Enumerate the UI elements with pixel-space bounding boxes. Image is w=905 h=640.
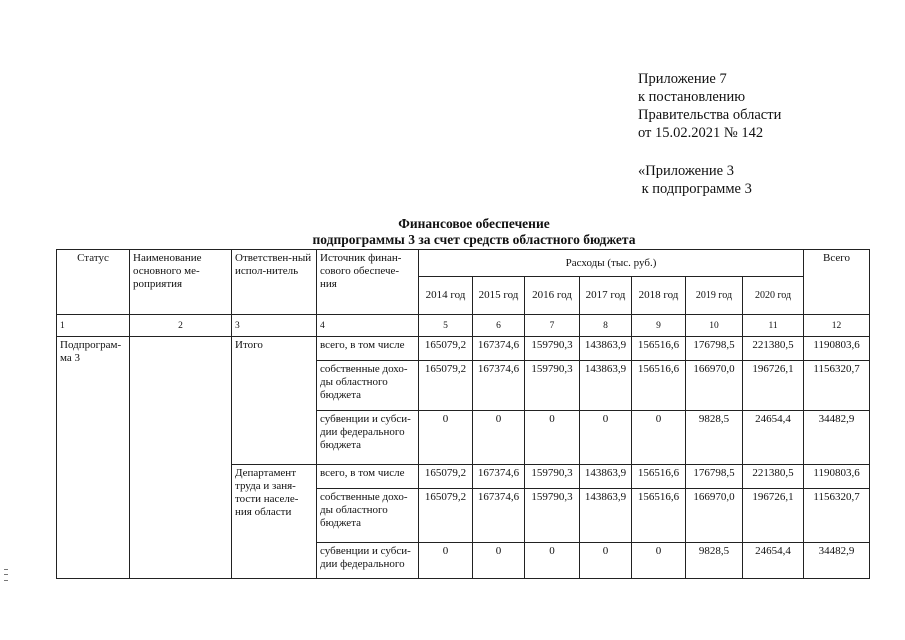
value-cell: 0 (580, 543, 632, 579)
source-cell: всего, в том числе (317, 465, 419, 489)
value-cell: 159790,3 (525, 489, 580, 543)
col-number: 10 (686, 315, 743, 337)
value-cell: 156516,6 (632, 489, 686, 543)
header-source: Источник финан-сового обеспече-ния (317, 250, 419, 315)
col-number: 2 (130, 315, 232, 337)
value-cell: 221380,5 (743, 465, 804, 489)
value-cell: 1190803,6 (804, 465, 870, 489)
appendix-line: от 15.02.2021 № 142 (638, 125, 764, 141)
appendix-line: к постановлению (638, 89, 746, 105)
value-cell: 167374,6 (473, 337, 525, 361)
margin-mark (4, 569, 8, 581)
value-cell: 165079,2 (419, 465, 473, 489)
value-cell: 0 (473, 543, 525, 579)
col-number: 11 (743, 315, 804, 337)
col-number: 1 (57, 315, 130, 337)
value-cell: 143863,9 (580, 465, 632, 489)
header-responsible: Ответствен-ный испол-нитель (232, 250, 317, 315)
source-cell: собственные дохо-ды областного бюджета (317, 489, 419, 543)
responsible-cell: Итого (232, 337, 317, 465)
col-number: 4 (317, 315, 419, 337)
appendix-line: Приложение 7 (638, 71, 727, 87)
value-cell: 159790,3 (525, 465, 580, 489)
appendix-line: к подпрограмме 3 (638, 181, 752, 197)
value-cell: 0 (419, 411, 473, 465)
source-cell: субвенции и субси-дии федерального бюджета (317, 411, 419, 465)
header-year: 2015 год (473, 277, 525, 315)
value-cell: 159790,3 (525, 361, 580, 411)
value-cell: 1156320,7 (804, 361, 870, 411)
value-cell: 167374,6 (473, 489, 525, 543)
appendix-line: Правительства области (638, 107, 782, 123)
header-year: 2019 год (686, 277, 743, 315)
header-year: 2014 год (419, 277, 473, 315)
header-year: 2016 год (525, 277, 580, 315)
value-cell: 143863,9 (580, 489, 632, 543)
value-cell: 165079,2 (419, 361, 473, 411)
value-cell: 176798,5 (686, 337, 743, 361)
value-cell: 9828,5 (686, 543, 743, 579)
document-subtitle: подпрограммы 3 за счет средств областного бюджета (312, 232, 636, 247)
table-row (57, 337, 870, 361)
value-cell: 176798,5 (686, 465, 743, 489)
header-year: 2018 год (632, 277, 686, 315)
header-expenses: Расходы (тыс. руб.) (419, 250, 804, 277)
header-status: Статус (57, 250, 130, 315)
value-cell: 196726,1 (743, 361, 804, 411)
document-title: Финансовое обеспечение (398, 216, 550, 231)
source-cell: собственные дохо-ды областного бюджета (317, 361, 419, 411)
value-cell: 0 (525, 411, 580, 465)
value-cell: 143863,9 (580, 337, 632, 361)
value-cell: 24654,4 (743, 411, 804, 465)
value-cell: 156516,6 (632, 337, 686, 361)
value-cell: 0 (473, 411, 525, 465)
value-cell: 156516,6 (632, 465, 686, 489)
value-cell: 1156320,7 (804, 489, 870, 543)
value-cell: 34482,9 (804, 543, 870, 579)
col-number: 9 (632, 315, 686, 337)
value-cell: 0 (419, 543, 473, 579)
value-cell: 166970,0 (686, 489, 743, 543)
name-cell (130, 337, 232, 579)
header-year: 2017 год (580, 277, 632, 315)
value-cell: 167374,6 (473, 361, 525, 411)
col-number: 6 (473, 315, 525, 337)
col-number: 7 (525, 315, 580, 337)
appendix-line: «Приложение 3 (638, 163, 734, 179)
value-cell: 165079,2 (419, 489, 473, 543)
value-cell: 24654,4 (743, 543, 804, 579)
source-cell: всего, в том числе (317, 337, 419, 361)
source-cell: субвенции и субси-дии федерального (317, 543, 419, 579)
appendix-note (638, 70, 781, 198)
value-cell: 0 (580, 411, 632, 465)
header-total: Всего (804, 250, 870, 315)
value-cell: 143863,9 (580, 361, 632, 411)
value-cell: 166970,0 (686, 361, 743, 411)
value-cell: 9828,5 (686, 411, 743, 465)
value-cell: 165079,2 (419, 337, 473, 361)
status-cell: Подпрограм-ма 3 (57, 337, 130, 579)
value-cell: 0 (632, 411, 686, 465)
value-cell: 159790,3 (525, 337, 580, 361)
responsible-cell: Департамент труда и заня-тости населе-ния области (232, 465, 317, 579)
header-year: 2020 год (743, 277, 804, 315)
value-cell: 196726,1 (743, 489, 804, 543)
value-cell: 34482,9 (804, 411, 870, 465)
value-cell: 1190803,6 (804, 337, 870, 361)
finance-table (56, 249, 870, 579)
col-number: 3 (232, 315, 317, 337)
header-name: Наименование основного ме-роприятия (130, 250, 232, 315)
value-cell: 221380,5 (743, 337, 804, 361)
value-cell: 0 (632, 543, 686, 579)
col-number: 8 (580, 315, 632, 337)
col-number: 12 (804, 315, 870, 337)
value-cell: 0 (525, 543, 580, 579)
value-cell: 167374,6 (473, 465, 525, 489)
value-cell: 156516,6 (632, 361, 686, 411)
col-number: 5 (419, 315, 473, 337)
